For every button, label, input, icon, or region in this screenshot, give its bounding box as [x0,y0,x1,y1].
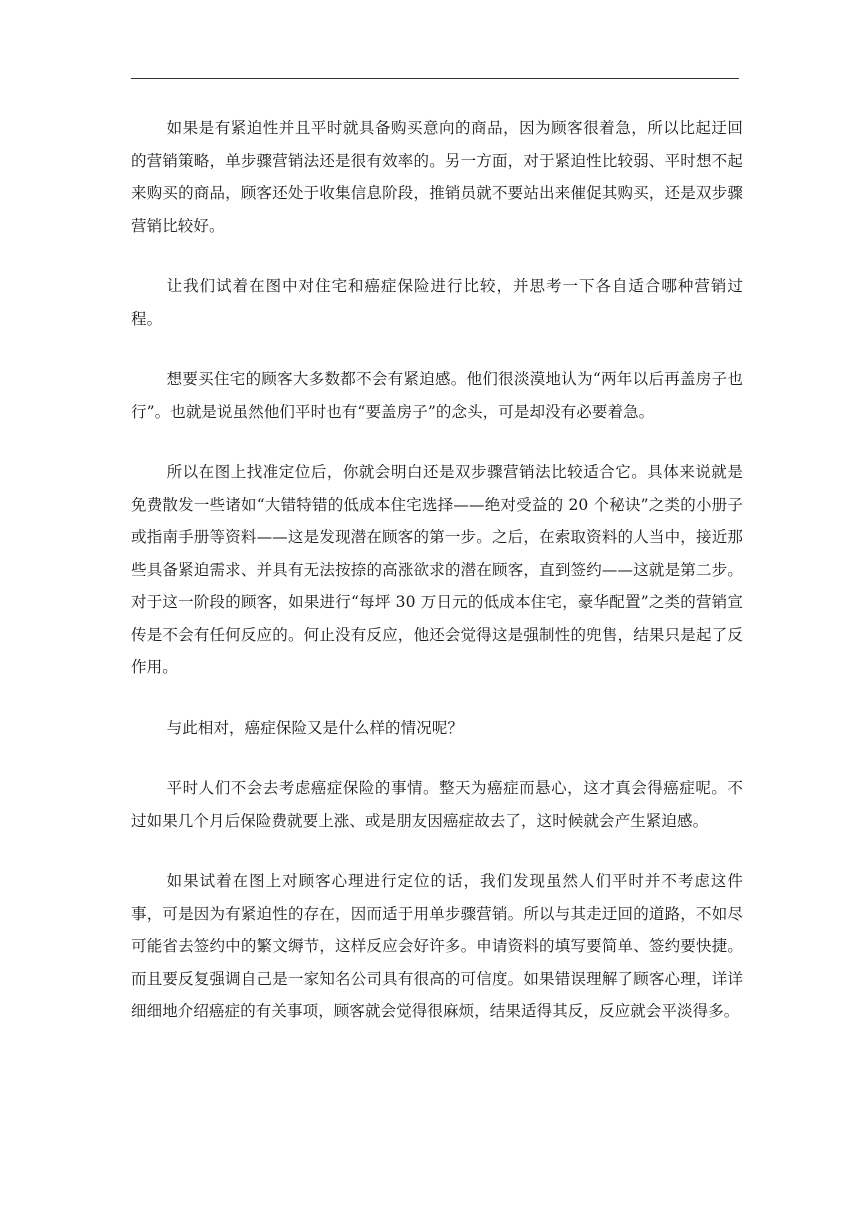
document-body [131,112,743,1056]
paragraph: 平时人们不会去考虑癌症保险的事情。整天为癌症而悬心，这才真会得癌症呢。不过如果几个月后保险费就要上涨、或是朋友因癌症故去了，这时候就会产生紧迫感。 [131,779,743,830]
header-rule [131,78,739,79]
paragraph: 如果试着在图上对顾客心理进行定位的话，我们发现虽然人们平时并不考虑这件事，可是因为有紧迫性的存在，因而适于用单步骤营销。所以与其走迂回的道路，不如尽可能省去签约中的繁文缛节，这样反应会好许多。申请资料的填写要简单、签约要快捷。而且要反复强调自己是一家知名公司具有很高的可信度。如果错误理解了顾客心理，详详细细地介绍癌症的有关事项，顾客就会觉得很麻烦，结果适得其反，反应就会平淡得多。 [131,872,743,1020]
paragraph: 与此相对，癌症保险又是什么样的情况呢？ [166,718,464,737]
paragraph: 想要买住宅的顾客大多数都不会有紧迫感。他们很淡漠地认为“两年以后再盖房子也行”。也就是说虽然他们平时也有“要盖房子”的念头，可是却没有必要着急。 [131,370,743,421]
paragraph: 如果是有紧迫性并且平时就具备购买意向的商品，因为顾客很着急，所以比起迂回的营销策略，单步骤营销法还是很有效率的。另一方面，对于紧迫性比较弱、平时想不起来购买的商品，顾客还处于收集信息阶段，推销员就不要站出来催促其购买，还是双步骤营销比较好。 [131,119,743,235]
paragraph: 所以在图上找准定位后，你就会明白还是双步骤营销法比较适合它。具体来说就是免费散发一些诸如“大错特错的低成本住宅选择——绝对受益的 20 个秘诀”之类的小册子或指南手册等资料——这是发现潜在顾客的第一步。之后，在索取资料的人当中，接近那些具备紧迫需求、并具有无法按捺的高涨欲求的潜在顾客，直到签约——这就是第二步。对于这一阶段的顾客，如果进行“每坪 30 万日元的低成本住宅，豪华配置”之类的营销宣传是不会有任何反应的。何止没有反应，他还会觉得这是强制性的兜售，结果只是起了反作用。 [131,463,743,676]
paragraph: 让我们试着在图中对住宅和癌症保险进行比较，并思考一下各自适合哪种营销过程。 [131,277,743,328]
